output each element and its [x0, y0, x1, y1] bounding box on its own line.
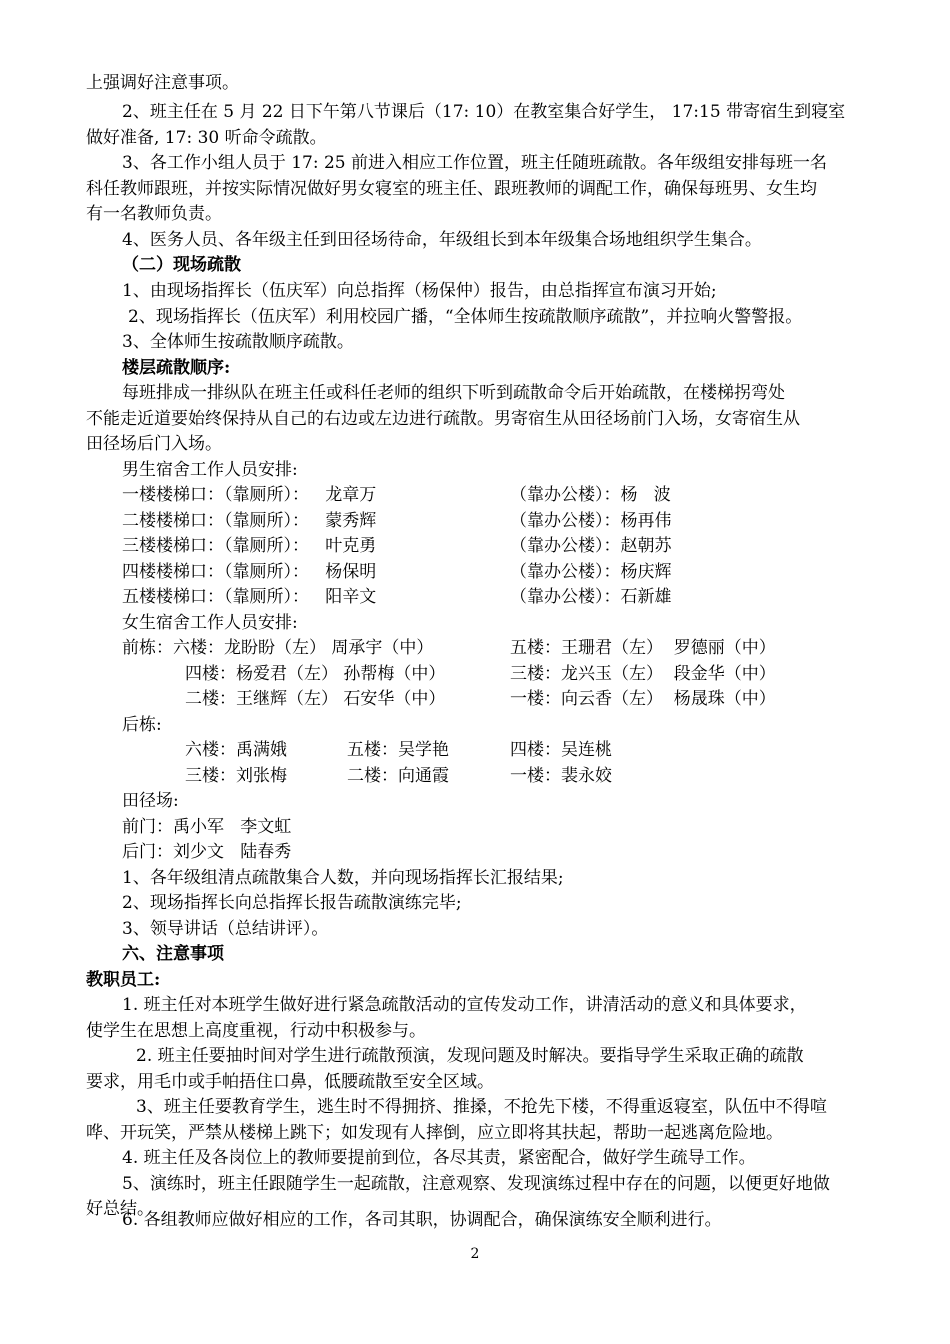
roster-left: 四楼：杨爱君（左） 孙帮梅（中） [185, 664, 446, 684]
text-line: 科任教师跟班，并按实际情况做好男女寝室的班主任、跟班教师的调配工作，确保每班男、女生均 [86, 179, 817, 199]
roster-cell: 六楼：禹满娥 [185, 740, 287, 760]
roster-cell: 三楼：刘张梅 [185, 766, 287, 786]
text-line: 2. 班主任要抽时间对学生进行疏散预演，发现问题及时解决。要指导学生采取正确的疏散 [136, 1046, 804, 1066]
section-heading: 楼层疏散顺序: [122, 358, 231, 378]
roster-cell: 五楼：吴学艳 [347, 740, 449, 760]
text-line: 不能走近道要始终保持从自己的右边或左边进行疏散。男寄宿生从田径场前门入场，女寄宿生从 [86, 409, 800, 429]
roster-left: 二楼楼梯口：（靠厕所）： 蒙秀辉 [122, 511, 377, 531]
text-line: 田径场后门入场。 [86, 434, 222, 454]
text-line: 有一名教师负责。 [86, 204, 222, 224]
text-line: 3、领导讲话（总结讲评）。 [122, 919, 329, 939]
roster-left: 一楼楼梯口：（靠厕所）： 龙章万 [122, 485, 377, 505]
text-line: 哗、开玩笑，严禁从楼梯上跳下；如发现有人摔倒，应立即将其扶起，帮助一起逃离危险地。 [86, 1123, 783, 1143]
page-number: 2 [470, 1246, 480, 1262]
roster-right: （靠办公楼）：杨 波 [510, 485, 671, 505]
text-line: 后栋: [122, 715, 162, 735]
text-line: 前门：禹小军 李文虹 [122, 817, 292, 837]
text-line: 男生宿舍工作人员安排: [122, 460, 298, 480]
text-line: 1、由现场指挥长（伍庆军）向总指挥（杨保仲）报告，由总指挥宣布演习开始; [122, 281, 717, 301]
text-line: 2、现场指挥长向总指挥长报告疏散演练完毕; [122, 893, 462, 913]
roster-right: （靠办公楼）：杨再伟 [510, 511, 672, 531]
text-line: 4. 班主任及各岗位上的教师要提前到位，各尽其责，紧密配合，做好学生疏导工作。 [122, 1148, 756, 1168]
text-line: 2、现场指挥长（伍庆军）利用校园广播，“全体师生按疏散顺序疏散”，并拉响火警警报。 [128, 307, 803, 327]
text-line: 好总结。 [86, 1199, 154, 1219]
roster-left: 四楼楼梯口：（靠厕所）： 杨保明 [122, 562, 377, 582]
text-line: 4、医务人员、各年级主任到田径场待命，年级组长到本年级集合场地组织学生集合。 [122, 230, 762, 250]
text-line: 做好准备, 17: 30 听命令疏散。 [86, 128, 327, 148]
roster-left: 二楼：王继辉（左） 石安华（中） [185, 689, 446, 709]
text-line: 3、班主任要教育学生，逃生时不得拥挤、推搡，不抢先下楼，不得重返寝室，队伍中不得喧 [136, 1097, 827, 1117]
text-line: 上强调好注意事项。 [86, 73, 239, 93]
text-line: 6. 各组教师应做好相应的工作，各司其职，协调配合，确保演练安全顺利进行。 [122, 1210, 722, 1230]
text-line: 2、班主任在 5 月 22 日下午第八节课后（17: 10）在教室集合好学生， 17:15 带寄宿生到寝室 [122, 102, 846, 122]
text-line: 5、演练时，班主任跟随学生一起疏散，注意观察、发现演练过程中存在的问题，以便更好地做 [122, 1174, 830, 1194]
text-line: 使学生在思想上高度重视，行动中积极参与。 [86, 1021, 426, 1041]
roster-cell: 二楼：向通霞 [347, 766, 449, 786]
roster-right: 三楼：龙兴玉（左） 段金华（中） [510, 664, 776, 684]
text-line: 3、全体师生按疏散顺序疏散。 [122, 332, 354, 352]
roster-right: 五楼：王珊君（左） 罗德丽（中） [510, 638, 776, 658]
roster-right: （靠办公楼）：杨庆辉 [510, 562, 672, 582]
text-line: 3、各工作小组人员于 17: 25 前进入相应工作位置，班主任随班疏散。各年级组安排每班一名 [122, 153, 828, 173]
section-heading: （二）现场疏散 [122, 255, 241, 275]
roster-left: 前栋：六楼：龙盼盼（左） 周承宇（中） [122, 638, 434, 658]
roster-right: （靠办公楼）：石新雄 [510, 587, 672, 607]
text-line: 女生宿舍工作人员安排: [122, 613, 298, 633]
text-line: 要求，用毛巾或手帕捂住口鼻，低腰疏散至安全区域。 [86, 1072, 494, 1092]
text-line: 田径场: [122, 791, 179, 811]
section-heading: 六、注意事项 [122, 944, 224, 964]
roster-right: （靠办公楼）：赵朝苏 [510, 536, 672, 556]
roster-cell: 一楼：裴永姣 [510, 766, 612, 786]
roster-left: 三楼楼梯口：（靠厕所）： 叶克勇 [122, 536, 377, 556]
roster-left: 五楼楼梯口：（靠厕所）： 阳辛文 [122, 587, 377, 607]
section-heading: 教职员工: [86, 970, 161, 990]
text-line: 后门：刘少文 陆春秀 [122, 842, 292, 862]
text-line: 1. 班主任对本班学生做好进行紧急疏散活动的宣传发动工作，讲清活动的意义和具体要求， [122, 995, 807, 1015]
text-line: 1、各年级组清点疏散集合人数，并向现场指挥长汇报结果; [122, 868, 564, 888]
roster-right: 一楼：向云香（左） 杨晟珠（中） [510, 689, 776, 709]
roster-cell: 四楼：吴连桃 [510, 740, 612, 760]
text-line: 每班排成一排纵队在班主任或科任老师的组织下听到疏散命令后开始疏散，在楼梯拐弯处 [122, 383, 785, 403]
